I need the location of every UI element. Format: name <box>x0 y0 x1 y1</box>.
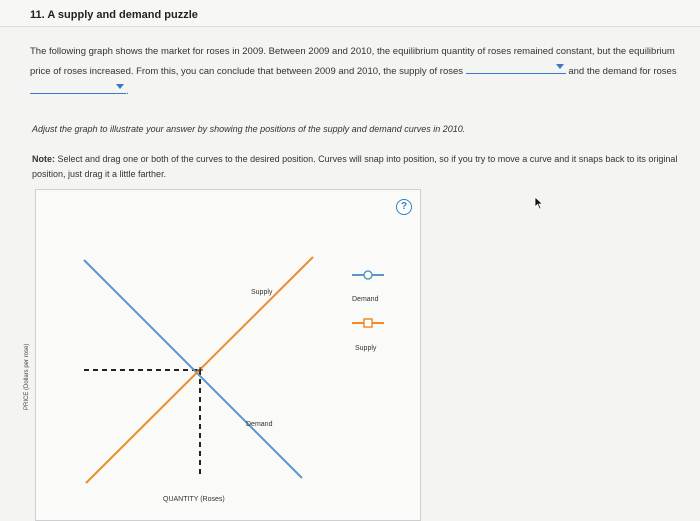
x-axis-label: QUANTITY (Roses) <box>163 496 225 503</box>
question-title: 11. A supply and demand puzzle <box>30 9 198 21</box>
instruction-text: Adjust the graph to illustrate your answer by showing the positions of the supply and demand curves in 2010. <box>32 124 466 134</box>
help-icon[interactable]: ? <box>396 199 412 215</box>
paragraph-text-2: and the demand for roses <box>568 66 677 77</box>
y-axis-label: PRICE (Dollars per rose) <box>24 343 30 410</box>
demand-curve-label: Demand <box>246 421 273 428</box>
legend-demand-label: Demand <box>352 296 379 303</box>
legend-supply-square-icon[interactable] <box>364 319 372 327</box>
supply-curve-label: Supply <box>251 289 273 296</box>
paragraph-text-3: . <box>126 86 129 97</box>
legend-supply-label: Supply <box>355 345 377 352</box>
note-body: Select and drag one or both of the curves to the desired position. Curves will snap into position, so if you try to move a curve and it snaps back to its original position, just drag it a little farther. <box>32 154 678 179</box>
legend-demand-circle-icon[interactable] <box>364 271 372 279</box>
paragraph-text-1: The following graph shows the market for roses in 2009. Between 2009 and 2010, the equilibrium quantity of roses remained constant, but the equilibrium price of roses increased. From this, you can conclude that between 2009 and 2010, the supply of roses <box>30 46 675 77</box>
note-label: Note: <box>32 154 55 164</box>
